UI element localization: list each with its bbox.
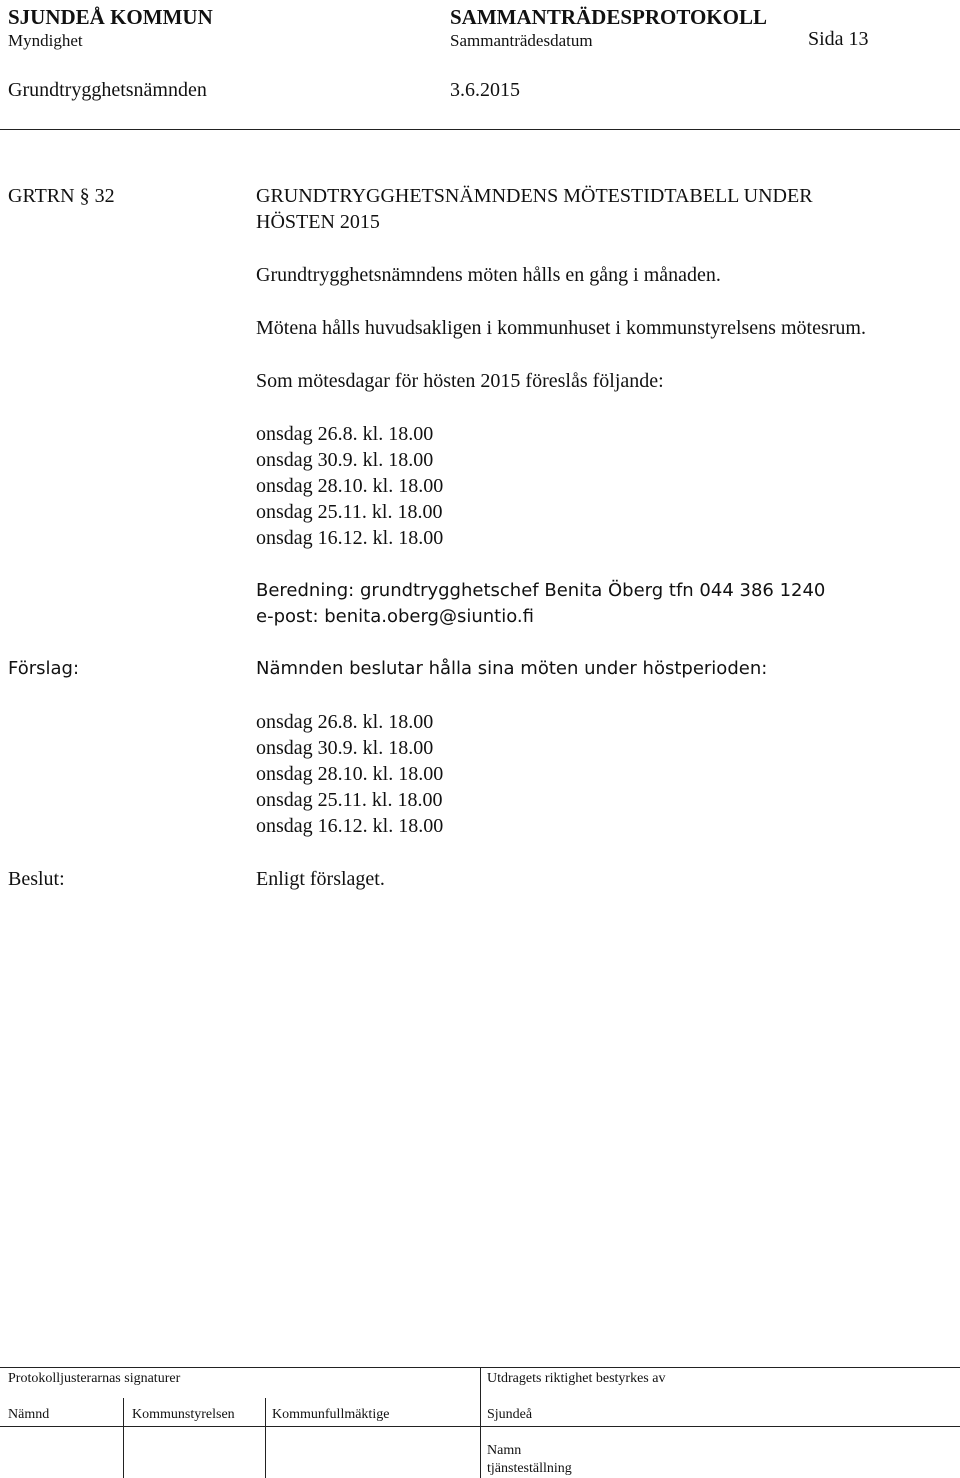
list-item: onsdag 25.11. kl. 18.00 [256,501,443,523]
certified-label: Utdragets riktighet bestyrkes av [487,1371,666,1386]
footer-col-divider-2 [265,1398,266,1478]
certified-municipality: Sjundeå [487,1407,533,1422]
document-type: SAMMANTRÄDESPROTOKOLL [450,5,767,29]
paragraph-meeting-location: Mötena hålls huvudsakligen i kommunhuset i kommunstyrelsens mötesrum. [256,317,866,339]
certifier-position-label: tjänsteställning [487,1461,572,1476]
signature-col-kommunstyrelsen: Kommunstyrelsen [132,1407,235,1422]
list-item: onsdag 25.11. kl. 18.00 [256,789,443,811]
section-title-line1: GRUNDTRYGGHETSNÄMNDENS MÖTESTIDTABELL UNDER [256,185,813,207]
signature-col-kommunfullmaktige: Kommunfullmäktige [272,1407,390,1422]
list-item: onsdag 26.8. kl. 18.00 [256,711,434,733]
proposal-text: Nämnden beslutar hålla sina möten under höstperioden: [256,658,768,679]
footer-col-divider-1 [123,1398,124,1478]
authority-name: Grundtrygghetsnämnden [8,79,207,101]
preparation-email: e-post: benita.oberg@siuntio.fi [256,606,534,627]
paragraph-meeting-frequency: Grundtrygghetsnämndens möten hålls en gång i månaden. [256,264,721,286]
list-item: onsdag 26.8. kl. 18.00 [256,423,434,445]
preparation-contact: Beredning: grundtrygghetschef Benita Öberg tfn 044 386 1240 [256,580,826,601]
decided-dates-list [256,709,443,839]
meeting-date-label: Sammanträdesdatum [450,31,593,50]
list-item: onsdag 16.12. kl. 18.00 [256,527,444,549]
decision-label: Beslut: [8,868,65,890]
list-item: onsdag 30.9. kl. 18.00 [256,737,434,759]
header-divider [0,129,960,130]
certifier-name-label: Namn [487,1443,522,1458]
meeting-date: 3.6.2015 [450,79,520,101]
list-item: onsdag 28.10. kl. 18.00 [256,763,444,785]
proposed-dates-list [256,421,443,551]
signature-col-namnd: Nämnd [8,1407,50,1422]
municipality-name: SJUNDEÅ KOMMUN [8,5,213,29]
list-item: onsdag 28.10. kl. 18.00 [256,475,444,497]
decision-text: Enligt förslaget. [256,868,385,890]
signatures-label: Protokolljusterarnas signaturer [8,1371,181,1386]
footer-col-divider-3 [480,1367,481,1478]
list-item: onsdag 16.12. kl. 18.00 [256,815,444,837]
proposal-label: Förslag: [8,658,80,679]
paragraph-proposed-dates-intro: Som mötesdagar för hösten 2015 föreslås följande: [256,370,664,392]
authority-label: Myndighet [8,31,83,50]
section-title-line2: HÖSTEN 2015 [256,211,380,233]
page-number: Sida 13 [808,28,869,50]
list-item: onsdag 30.9. kl. 18.00 [256,449,434,471]
section-number: GRTRN § 32 [8,185,115,207]
